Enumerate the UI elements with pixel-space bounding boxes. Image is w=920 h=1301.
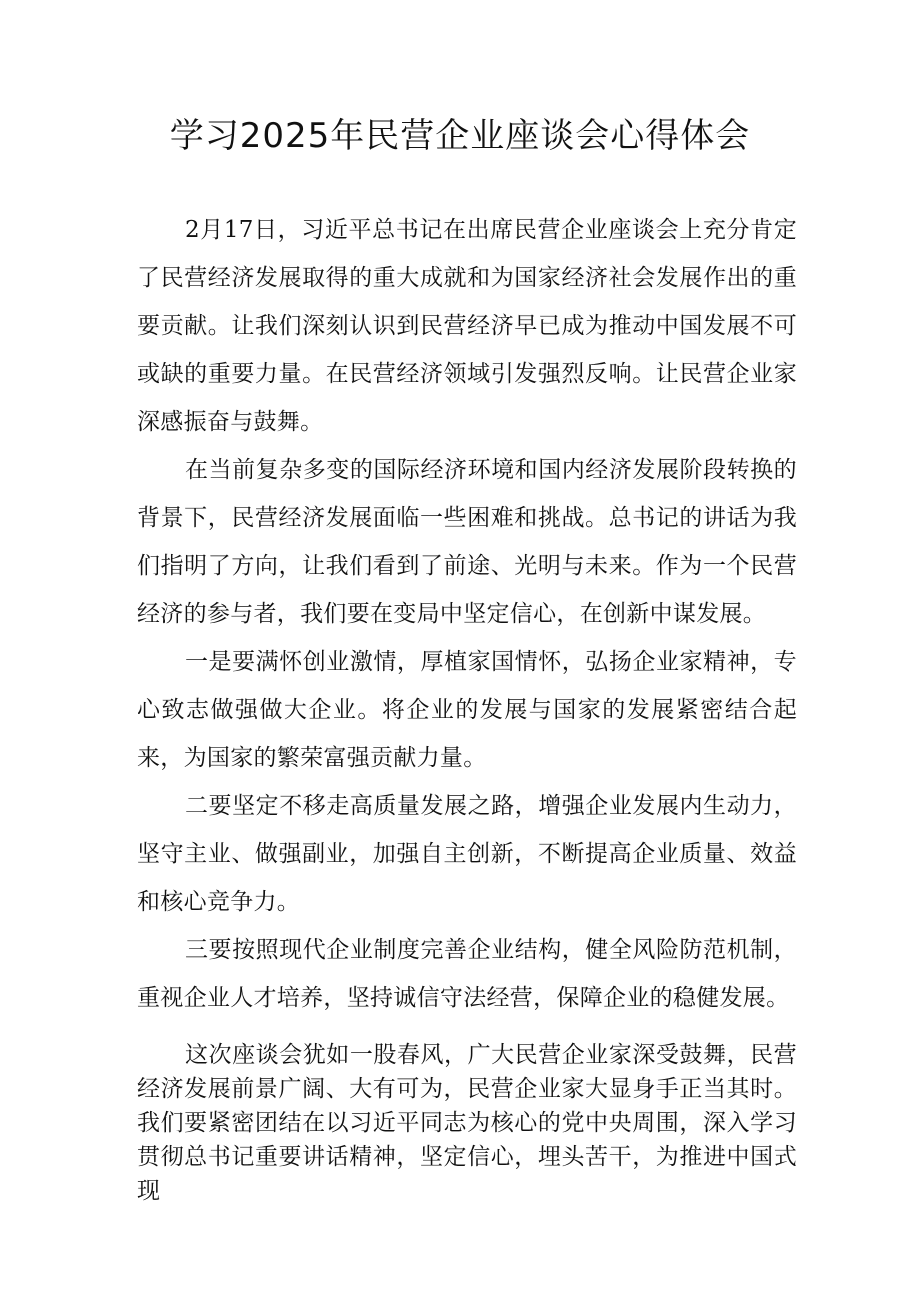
paragraph-6: 这次座谈会犹如一股春风，广大民营企业家深受鼓舞，民营经济发展前景广阔、大有可为，民营企业家大显身手正当其时。我们要紧密团结在以习近平同志为核心的党中央周围，深入学习贯彻总书记重要讲话精神，坚定信心，埋头苦干，为推进中国式现 [137,1042,797,1204]
paragraph-5: 三要按照现代企业制度完善企业结构，健全风险防范机制，重视企业人才培养，坚持诚信守法经营，保障企业的稳健发展。 [137,937,797,1011]
paragraph-1: 2月17日，习近平总书记在出席民营企业座谈会上充分肯定了民营经济发展取得的重大成就和为国家经济社会发展作出的重要贡献。让我们深刻认识到民营经济早已成为推动中国发展不可或缺的重要力量。在民营经济领域引发强烈反响。让民营企业家深感振奋与鼓舞。 [137,217,797,435]
paragraph-4: 二要坚定不移走高质量发展之路，增强企业发展内生动力，坚守主业、做强副业，加强自主创新，不断提高企业质量、效益和核心竞争力。 [137,793,797,915]
paragraph-3: 一是要满怀创业激情，厚植家国情怀，弘扬企业家精神，专心致志做强做大企业。将企业的发展与国家的发展紧密结合起来，为国家的繁荣富强贡献力量。 [137,649,797,771]
document-title: 学习2025年民营企业座谈会心得体会 [169,116,751,156]
paragraph-2: 在当前复杂多变的国际经济环境和国内经济发展阶段转换的背景下，民营经济发展面临一些困难和挑战。总书记的讲话为我们指明了方向，让我们看到了前途、光明与未来。作为一个民营经济的参与者，我们要在变局中坚定信心，在创新中谋发展。 [137,457,797,627]
